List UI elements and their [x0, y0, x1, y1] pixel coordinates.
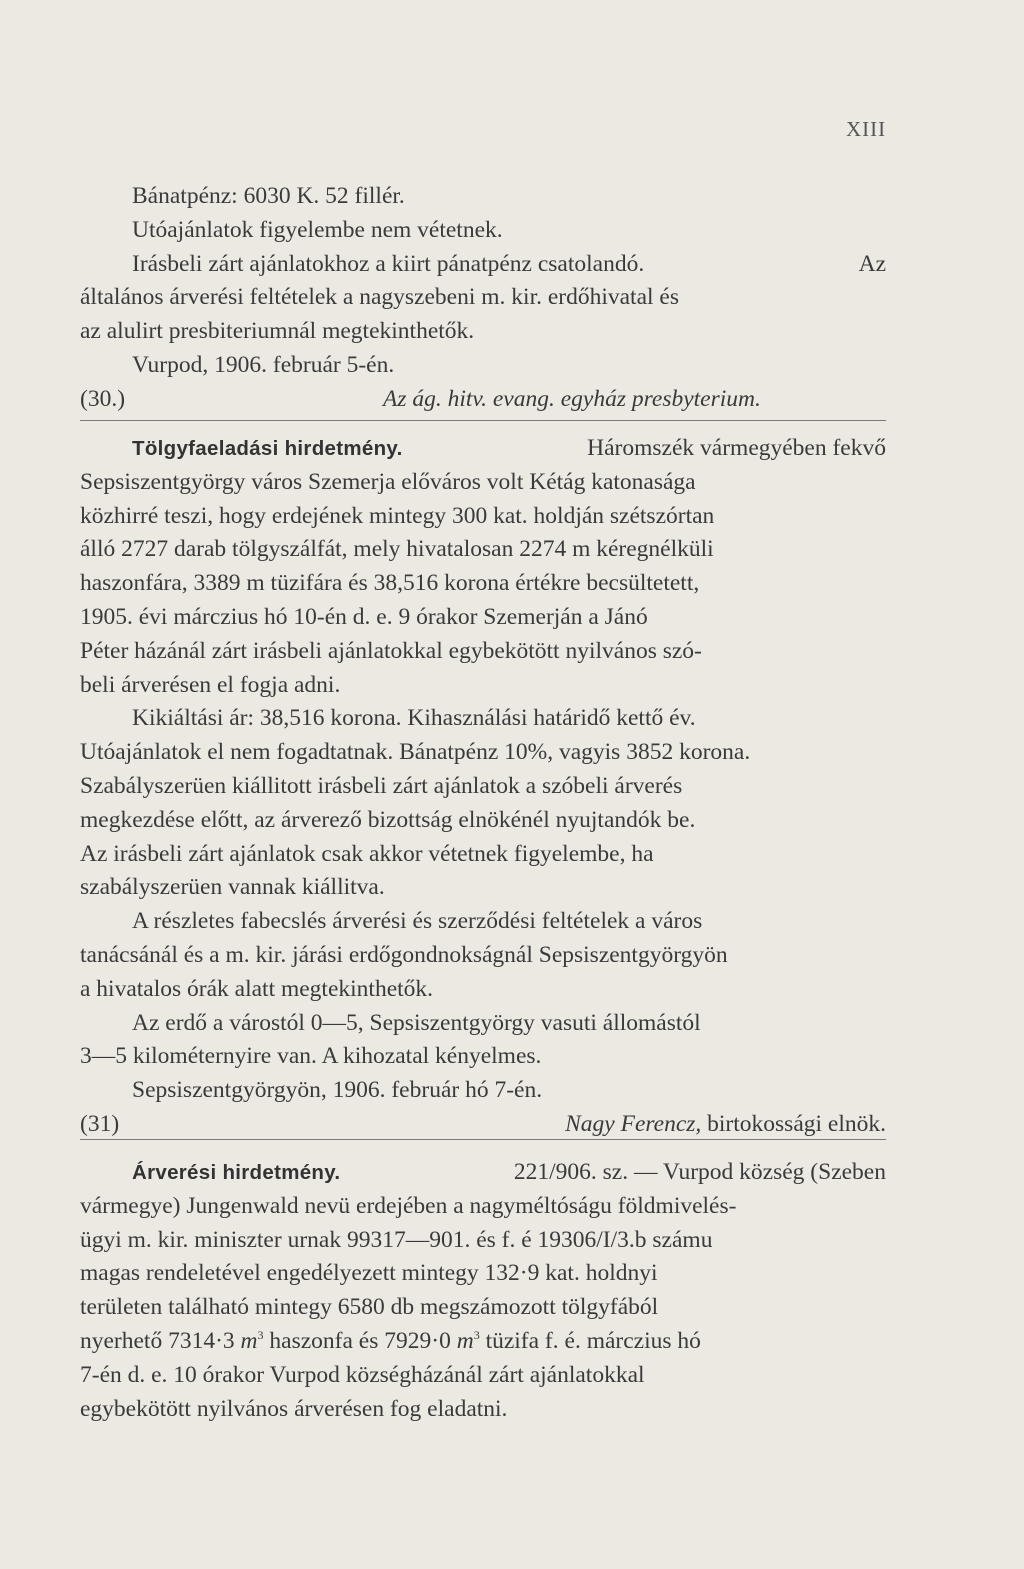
text-line: megkezdése előtt, az árverező bizottság elnökénél nyujtandók be. — [80, 806, 696, 833]
text-line: beli árverésen el fogja adni. — [80, 671, 341, 698]
text-line: vármegye) Jungenwald nevü erdejében a nagyméltóságu földmivelés- — [80, 1192, 737, 1219]
text-line: Vurpod, 1906. február 5-én. — [132, 351, 395, 378]
page-number: XIII — [846, 117, 887, 141]
section-divider — [80, 1139, 886, 1140]
text-line: Sepsiszentgyörgyön, 1906. február hó 7-én. — [132, 1077, 543, 1104]
text-line: ügyi m. kir. miniszter urnak 99317—901. és f. é 19306/I/3.b számu — [80, 1226, 713, 1253]
text-line: nyerhető 7314·3 $m^3$ haszonfa és 7929·0 $m^3$ tüzifa f. é. márczius hó — [80, 1327, 701, 1354]
text-line: az alulirt presbiteriumnál megtekinthetők. — [80, 318, 475, 345]
text-line: egybekötött nyilvános árverésen fog eladatni. — [80, 1395, 508, 1422]
notice-arveresi — [80, 1156, 886, 1426]
notice-vurpod-continuation — [80, 180, 886, 417]
text-line: 1905. évi márczius hó 10-én d. e. 9 órakor Szemerján a Jánó — [80, 603, 648, 630]
signature-line — [80, 383, 886, 417]
signature-name: Az ág. hitv. evang. egyház presbyterium. — [383, 385, 761, 412]
text-line: Az erdő a várostól 0—5, Sepsiszentgyörgy vasuti állomástól — [132, 1009, 701, 1036]
text-line: Szabályszerüen kiállitott irásbeli zárt ajánlatok a szóbeli árverés — [80, 772, 683, 799]
text-line: területen található mintegy 6580 db megszámozott tölgyfából — [80, 1294, 659, 1321]
section-divider — [80, 420, 886, 421]
signature-line — [80, 1108, 886, 1142]
text-line: a hivatalos órák alatt megtekinthetők. — [80, 975, 434, 1002]
text-line: Irásbeli zárt ajánlatokhoz a kiirt pánatpénz csatolandó. Az — [132, 250, 886, 277]
signature-name: Nagy Ferencz, — [565, 1110, 702, 1137]
notice-number: (31) — [80, 1110, 120, 1137]
text-line: Utóajánlatok figyelembe nem vétetnek. — [132, 216, 503, 243]
notice-heading: Árverési hirdetmény. — [132, 1161, 341, 1184]
text-line: álló 2727 darab tölgyszálfát, mely hivatalosan 2274 m kéregnélküli — [80, 536, 714, 563]
text-line: közhirré teszi, hogy erdejének mintegy 300 kat. holdján szétszórtan — [80, 502, 715, 529]
text-line: tanácsánál és a m. kir. járási erdőgondnokságnál Sepsiszentgyörgyön — [80, 941, 728, 968]
text-line: Tölgyfaeladási hirdetmény. Háromszék vármegyében fekvő — [80, 432, 886, 466]
text-line: Az irásbeli zárt ajánlatok csak akkor vétetnek figyelembe, ha — [80, 840, 654, 867]
text-line: 3—5 kilométernyire van. A kihozatal kényelmes. — [80, 1043, 542, 1070]
text-line: Sepsiszentgyörgy város Szemerja előváros volt Kétág katonasága — [80, 468, 696, 495]
text-line: Utóajánlatok el nem fogadtatnak. Bánatpénz 10%, vagyis 3852 korona. — [80, 739, 751, 766]
text-line: Bánatpénz: 6030 K. 52 fillér. — [132, 183, 405, 209]
text-line: Árverési hirdetmény. 221/906. sz. — Vurpod község (Szeben — [80, 1156, 886, 1190]
text-line: 7-én d. e. 10 órakor Vurpod községházánál zárt ajánlatokkal — [80, 1361, 645, 1388]
text-line: A részletes fabecslés árverési és szerződési feltételek a város — [132, 908, 703, 935]
text-line: szabályszerüen vannak kiállitva. — [80, 874, 385, 901]
text-line: Péter házánál zárt irásbeli ajánlatokkal egybekötött nyilvános szó- — [80, 637, 702, 664]
notice-heading: Tölgyfaeladási hirdetmény. — [132, 437, 403, 460]
text-line: Kikiáltási ár: 38,516 korona. Kihasználási határidő kettő év. — [132, 705, 696, 732]
text-line: általános árverési feltételek a nagyszebeni m. kir. erdőhivatal és — [80, 284, 679, 311]
text-line: haszonfára, 3389 m tüzifára és 38,516 korona értékre becsültetett, — [80, 570, 700, 597]
notice-number: (30.) — [80, 385, 126, 412]
signature-title: birtokossági elnök. — [707, 1110, 886, 1137]
text-line: magas rendeletével engedélyezett mintegy 132·9 kat. holdnyi — [80, 1260, 658, 1287]
notice-tolgyfaeladasi — [80, 432, 886, 1142]
